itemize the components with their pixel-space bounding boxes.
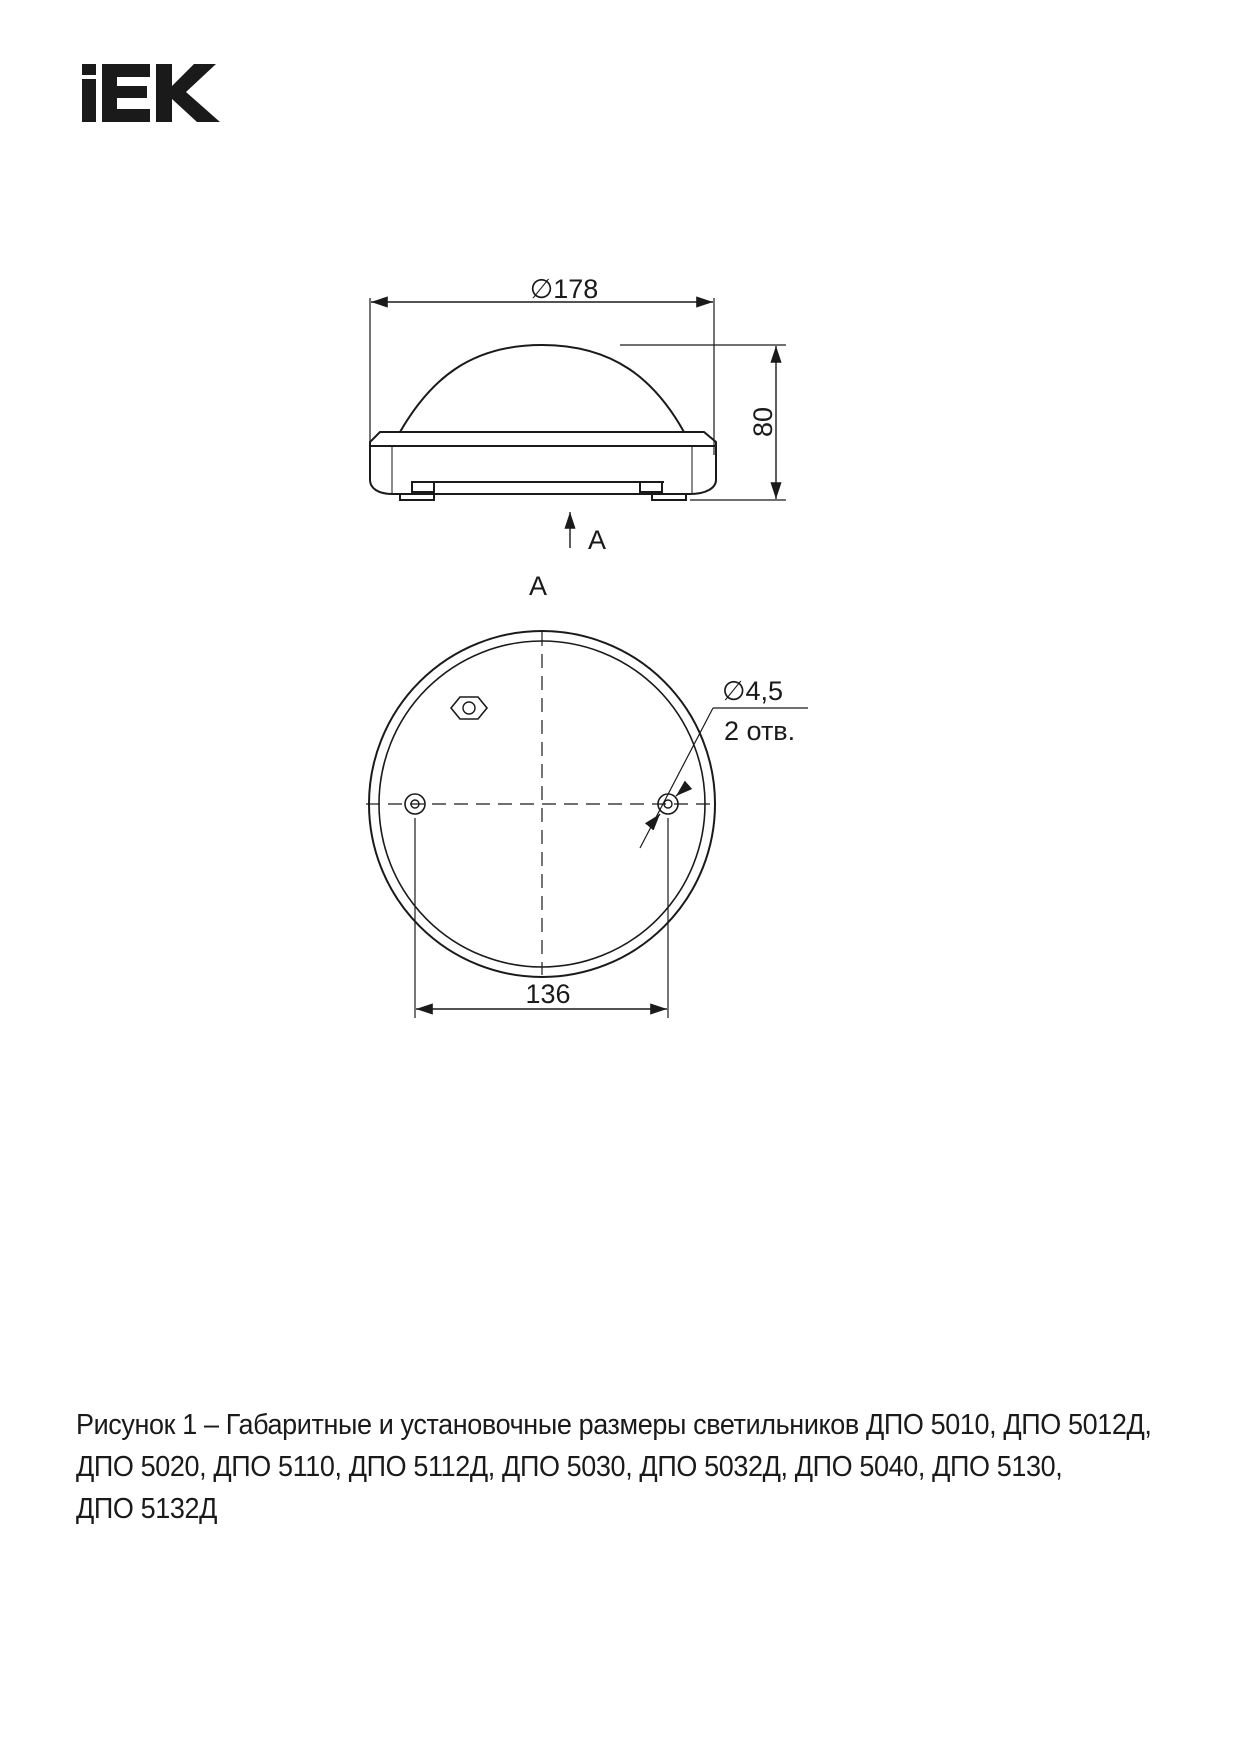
- side-view: [370, 298, 786, 548]
- diameter-label: ∅178: [529, 274, 599, 304]
- cable-gland: [451, 697, 487, 719]
- hole-count-label: 2 отв.: [724, 716, 796, 746]
- caption-line: ДПО 5132Д: [76, 1493, 218, 1525]
- caption-line: Рисунок 1 – Габаритные и установочные размеры светильников ДПО 5010, ДПО 5012Д,: [76, 1409, 1152, 1441]
- hole-diameter-label: ∅4,5: [722, 676, 784, 706]
- view-arrow-label: A: [588, 525, 607, 555]
- dome-outline: [400, 345, 684, 432]
- hole-spacing-label: 136: [525, 979, 571, 1009]
- figure-caption: [76, 1404, 1152, 1530]
- height-label: 80: [748, 406, 778, 438]
- caption-line: ДПО 5020, ДПО 5110, ДПО 5112Д, ДПО 5030, ДПО 5032Д, ДПО 5040, ДПО 5130,: [76, 1451, 1063, 1483]
- bottom-view-title: A: [528, 571, 548, 601]
